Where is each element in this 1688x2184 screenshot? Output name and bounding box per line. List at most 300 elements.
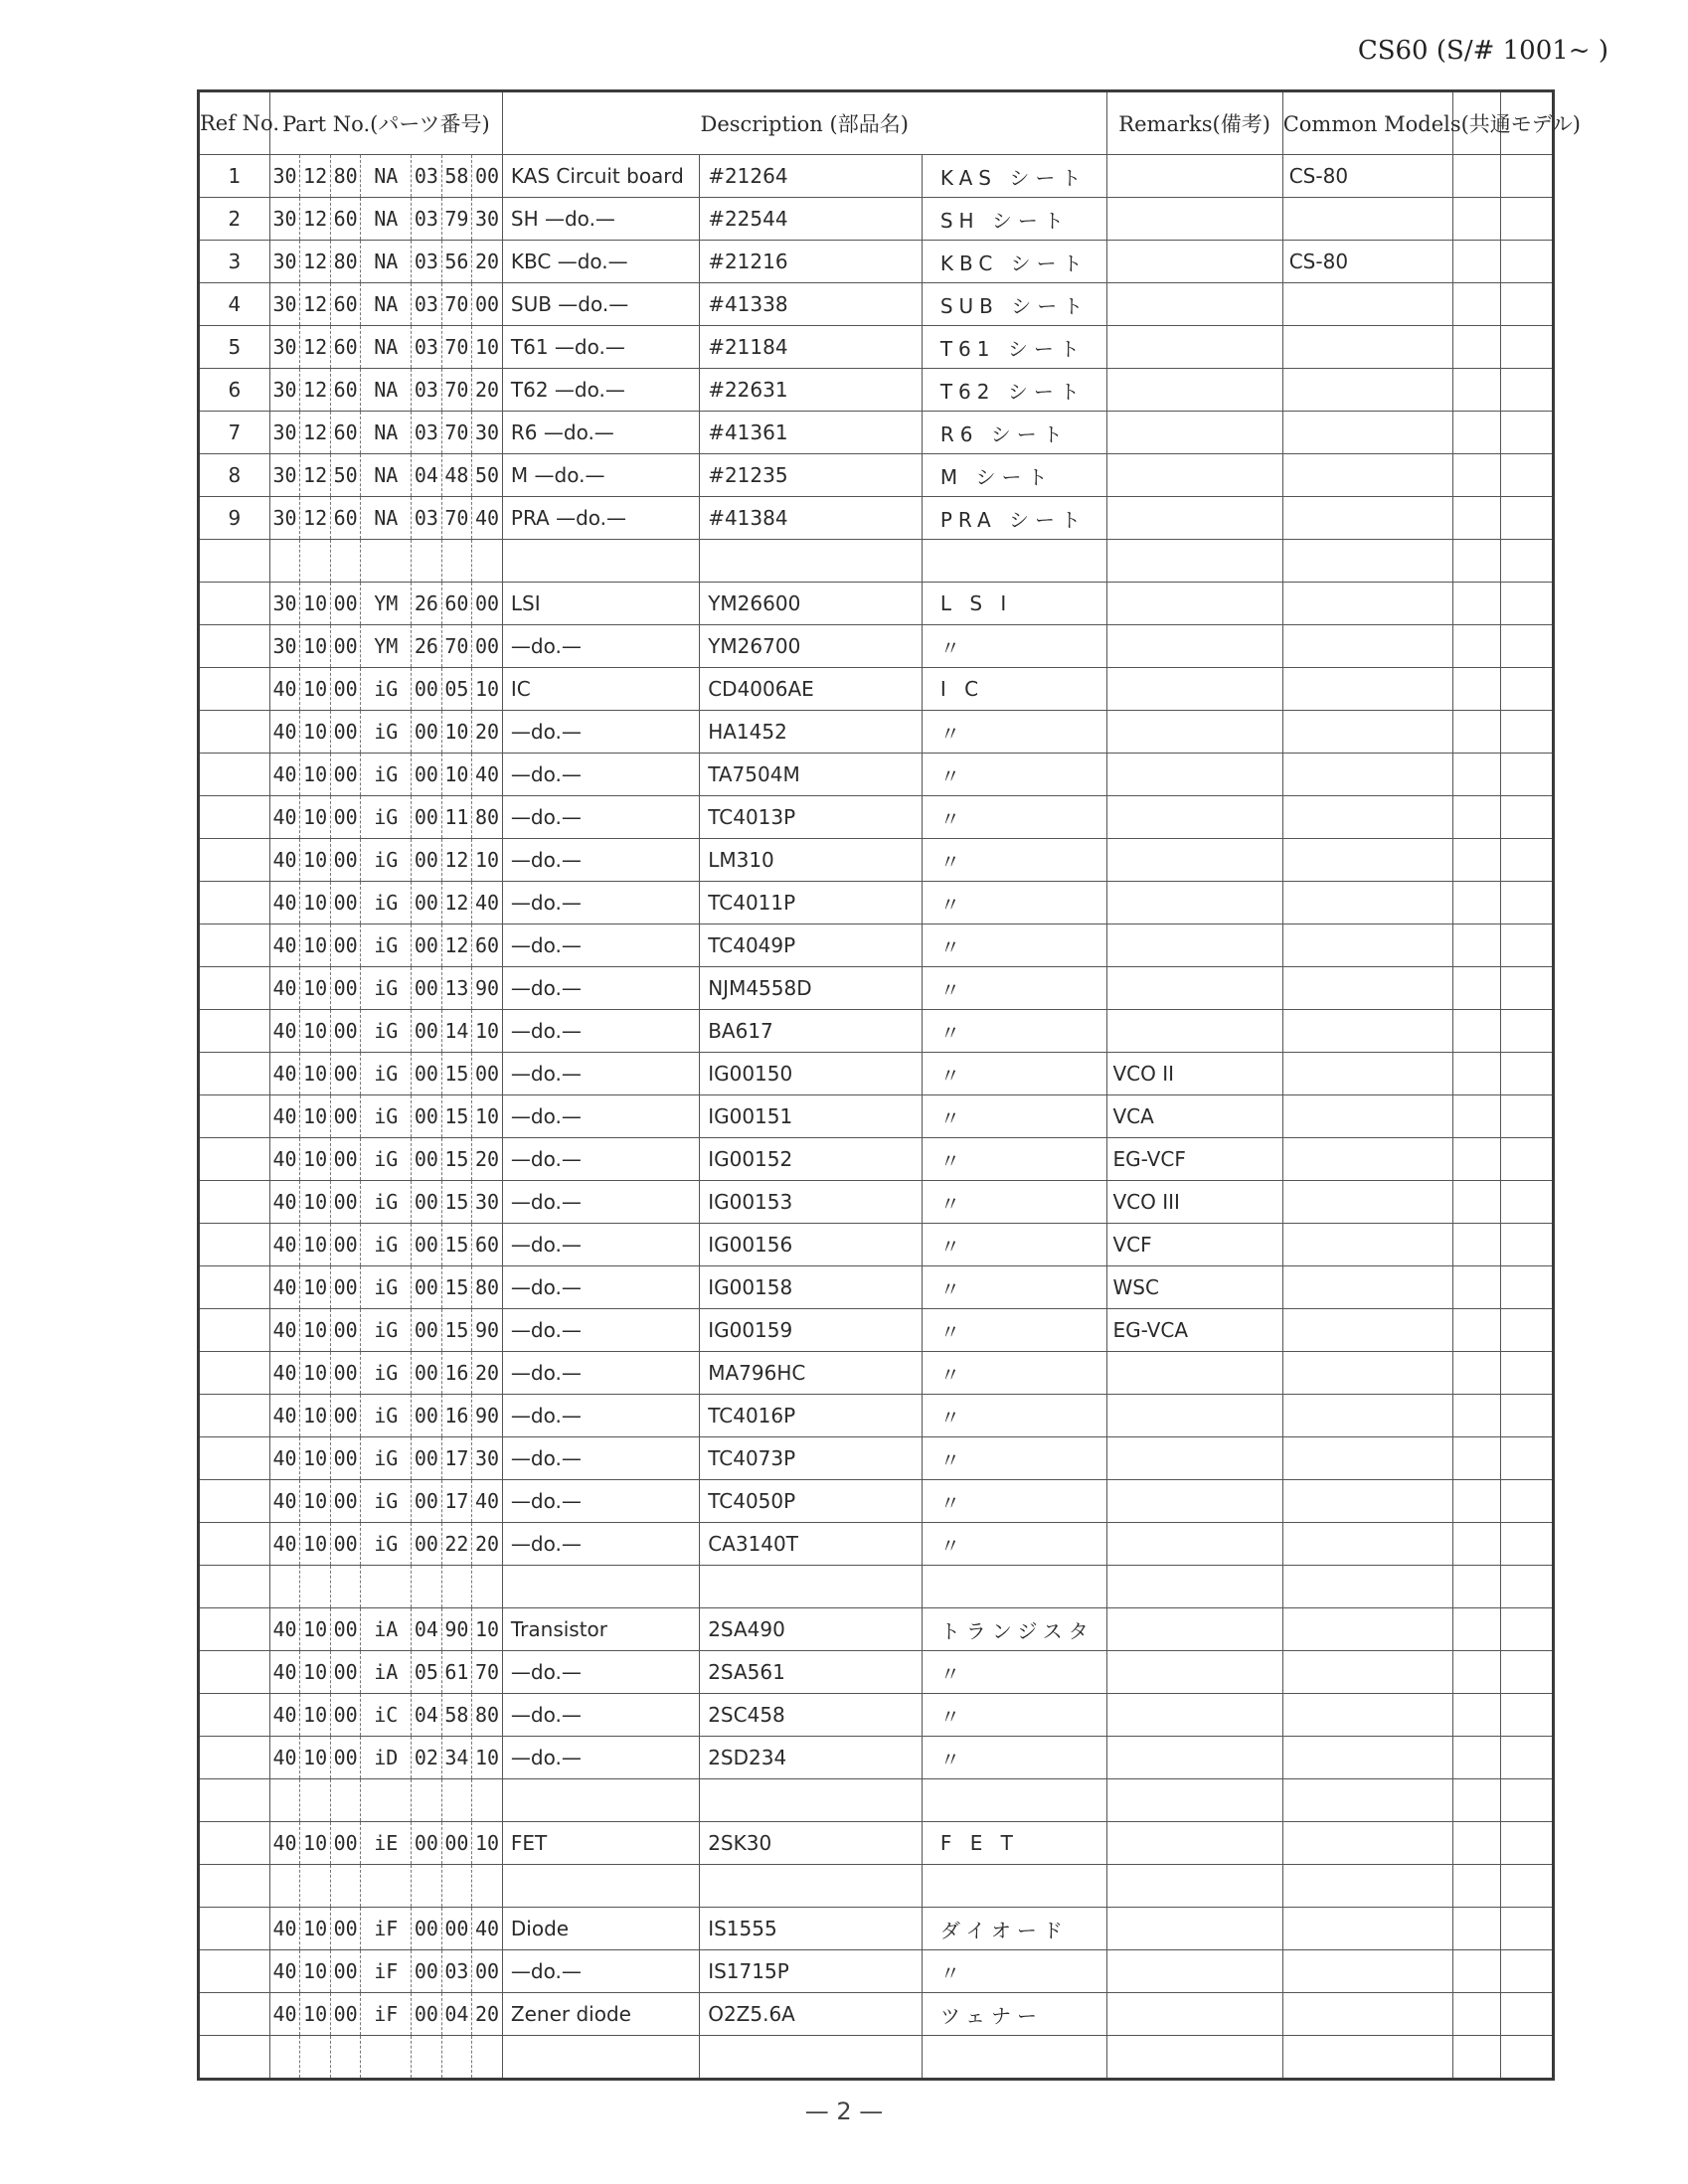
part-no-segment: 00	[330, 754, 361, 796]
description-code-cell: TC4016P	[700, 1395, 923, 1437]
blank-cell	[1501, 796, 1554, 839]
common-models-cell	[1282, 2036, 1452, 2080]
ref-no-cell	[199, 839, 270, 882]
part-no-segment: 40	[269, 1266, 300, 1309]
ref-no-cell	[199, 924, 270, 967]
description-code-cell: TC4050P	[700, 1480, 923, 1523]
description-name-cell: Transistor	[502, 1608, 699, 1651]
part-no-segment: 00	[330, 1095, 361, 1138]
part-no-segment: 10	[472, 1010, 503, 1053]
part-no-segment: 79	[441, 198, 472, 241]
part-no-segment: iG	[361, 1181, 412, 1224]
part-no-segment: 00	[330, 882, 361, 924]
blank-cell	[1452, 1822, 1501, 1865]
remarks-cell	[1106, 1865, 1282, 1908]
part-no-segment: 00	[412, 1523, 442, 1566]
part-no-segment: 10	[300, 583, 331, 625]
common-models-cell	[1282, 1010, 1452, 1053]
remarks-cell	[1106, 583, 1282, 625]
part-no-segment: 00	[330, 1651, 361, 1694]
part-no-segment: 10	[300, 1908, 331, 1950]
description-name-cell: —do.—	[502, 1437, 699, 1480]
blank-cell	[1501, 1523, 1554, 1566]
part-no-segment	[441, 540, 472, 583]
remarks-cell	[1106, 668, 1282, 711]
part-no-segment: 30	[269, 241, 300, 283]
remarks-cell: WSC	[1106, 1266, 1282, 1309]
part-no-segment: iG	[361, 967, 412, 1010]
common-models-cell	[1282, 1437, 1452, 1480]
part-no-segment: iG	[361, 839, 412, 882]
part-no-segment: 40	[269, 1138, 300, 1181]
blank-cell	[1452, 711, 1501, 754]
part-no-segment: 10	[300, 1352, 331, 1395]
common-models-cell	[1282, 1993, 1452, 2036]
part-no-segment: 10	[300, 1309, 331, 1352]
common-models-cell	[1282, 540, 1452, 583]
part-no-segment: 10	[300, 1138, 331, 1181]
page-number: — 2 —	[804, 2098, 884, 2125]
common-models-cell	[1282, 283, 1452, 326]
part-no-segment: 00	[330, 625, 361, 668]
remarks-cell	[1106, 1822, 1282, 1865]
part-no-segment: 40	[269, 967, 300, 1010]
part-no-segment: 30	[269, 155, 300, 198]
part-no-segment	[441, 1779, 472, 1822]
table-row	[199, 796, 1554, 839]
part-no-segment: NA	[361, 326, 412, 369]
part-no-segment: 40	[269, 1181, 300, 1224]
part-no-segment	[269, 2036, 300, 2080]
common-models-cell	[1282, 668, 1452, 711]
description-japanese-cell: R6 シート	[922, 412, 1106, 454]
blank-cell	[1452, 1566, 1501, 1608]
blank-cell	[1452, 1993, 1501, 2036]
part-no-segment: 60	[472, 924, 503, 967]
description-name-cell: —do.—	[502, 625, 699, 668]
blank-cell	[1452, 1395, 1501, 1437]
blank-cell	[1452, 1651, 1501, 1694]
part-no-segment: 00	[412, 1224, 442, 1266]
description-name-cell: —do.—	[502, 1053, 699, 1095]
table-row	[199, 497, 1554, 540]
common-models-cell	[1282, 882, 1452, 924]
blank-cell	[1501, 412, 1554, 454]
part-no-segment: 00	[412, 1950, 442, 1993]
remarks-cell	[1106, 540, 1282, 583]
part-no-segment: 03	[412, 155, 442, 198]
ref-no-cell	[199, 1010, 270, 1053]
description-name-cell: T62 —do.—	[502, 369, 699, 412]
blank-cell	[1501, 967, 1554, 1010]
part-no-segment: 00	[330, 1908, 361, 1950]
description-japanese-cell: 〃	[922, 1095, 1106, 1138]
part-no-segment: 00	[412, 754, 442, 796]
blank-cell	[1501, 1437, 1554, 1480]
part-no-segment: 40	[269, 1950, 300, 1993]
part-no-segment: 00	[472, 1950, 503, 1993]
remarks-cell	[1106, 839, 1282, 882]
ref-no-cell	[199, 2036, 270, 2080]
part-no-segment	[269, 540, 300, 583]
ref-no-cell	[199, 1608, 270, 1651]
description-code-cell: IS1555	[700, 1908, 923, 1950]
part-no-segment: 10	[472, 326, 503, 369]
description-code-cell: TC4049P	[700, 924, 923, 967]
part-no-segment: iG	[361, 1309, 412, 1352]
description-name-cell: —do.—	[502, 967, 699, 1010]
table-row	[199, 924, 1554, 967]
part-no-segment	[412, 1865, 442, 1908]
part-no-segment: 20	[472, 241, 503, 283]
part-no-segment: 26	[412, 583, 442, 625]
part-no-segment: 12	[441, 839, 472, 882]
part-no-segment: iG	[361, 924, 412, 967]
blank-cell	[1452, 1608, 1501, 1651]
part-no-segment: 40	[269, 711, 300, 754]
ref-no-cell	[199, 1865, 270, 1908]
common-models-cell	[1282, 1395, 1452, 1437]
blank-cell	[1452, 1053, 1501, 1095]
common-models-cell	[1282, 583, 1452, 625]
blank-cell	[1501, 1608, 1554, 1651]
part-no-segment: 00	[330, 1437, 361, 1480]
description-name-cell: —do.—	[502, 1095, 699, 1138]
ref-no-cell	[199, 1395, 270, 1437]
ref-no-cell	[199, 796, 270, 839]
remarks-cell: VCA	[1106, 1095, 1282, 1138]
part-no-segment: 10	[300, 1224, 331, 1266]
part-no-segment: 00	[330, 711, 361, 754]
description-name-cell: —do.—	[502, 711, 699, 754]
part-no-segment: 30	[269, 198, 300, 241]
part-no-segment: 10	[472, 1608, 503, 1651]
part-no-segment: 10	[472, 1737, 503, 1779]
part-no-segment: 02	[412, 1737, 442, 1779]
description-japanese-cell: 〃	[922, 1138, 1106, 1181]
part-no-segment: 17	[441, 1480, 472, 1523]
description-code-cell: 2SA490	[700, 1608, 923, 1651]
blank-cell	[1452, 1865, 1501, 1908]
description-code-cell	[700, 1566, 923, 1608]
remarks-cell	[1106, 1779, 1282, 1822]
common-models-cell	[1282, 369, 1452, 412]
table-row	[199, 583, 1554, 625]
part-no-segment: 30	[269, 497, 300, 540]
common-models-cell	[1282, 711, 1452, 754]
remarks-cell	[1106, 1523, 1282, 1566]
description-name-cell: —do.—	[502, 1266, 699, 1309]
part-no-segment: iE	[361, 1822, 412, 1865]
part-no-segment: 10	[300, 1822, 331, 1865]
remarks-cell	[1106, 711, 1282, 754]
table-row	[199, 2036, 1554, 2080]
remarks-cell	[1106, 1437, 1282, 1480]
part-no-segment: 40	[269, 668, 300, 711]
blank-cell	[1452, 1224, 1501, 1266]
ref-no-cell: 4	[199, 283, 270, 326]
description-code-cell: #41338	[700, 283, 923, 326]
description-japanese-cell	[922, 1779, 1106, 1822]
description-name-cell: FET	[502, 1822, 699, 1865]
blank-cell	[1452, 583, 1501, 625]
remarks-cell	[1106, 1608, 1282, 1651]
blank-cell	[1501, 1181, 1554, 1224]
part-no-segment: NA	[361, 198, 412, 241]
table-row	[199, 1010, 1554, 1053]
description-name-cell: —do.—	[502, 1737, 699, 1779]
part-no-segment: 80	[330, 155, 361, 198]
blank-cell	[1452, 1309, 1501, 1352]
part-no-segment: 00	[330, 668, 361, 711]
description-code-cell: YM26700	[700, 625, 923, 668]
part-no-segment: 12	[300, 412, 331, 454]
part-no-segment: 00	[330, 1352, 361, 1395]
ref-no-cell	[199, 1095, 270, 1138]
ref-no-cell	[199, 1138, 270, 1181]
table-row	[199, 412, 1554, 454]
description-name-cell: IC	[502, 668, 699, 711]
part-no-segment: iG	[361, 1266, 412, 1309]
part-no-segment: 70	[472, 1651, 503, 1694]
remarks-cell	[1106, 1566, 1282, 1608]
description-name-cell: —do.—	[502, 1010, 699, 1053]
part-no-segment: 40	[472, 1908, 503, 1950]
description-code-cell: IG00152	[700, 1138, 923, 1181]
part-no-segment: 40	[269, 1694, 300, 1737]
part-no-segment: 10	[472, 668, 503, 711]
table-row	[199, 326, 1554, 369]
table-row	[199, 1822, 1554, 1865]
part-no-segment: 30	[269, 283, 300, 326]
blank-cell	[1452, 924, 1501, 967]
part-no-segment: 10	[300, 1095, 331, 1138]
table-row	[199, 1224, 1554, 1266]
part-no-segment	[441, 2036, 472, 2080]
description-code-cell: #41361	[700, 412, 923, 454]
remarks-cell	[1106, 1950, 1282, 1993]
blank-cell	[1501, 711, 1554, 754]
part-no-segment: 00	[472, 155, 503, 198]
description-japanese-cell: ダイオード	[922, 1908, 1106, 1950]
blank-cell	[1501, 1266, 1554, 1309]
common-models-cell	[1282, 1309, 1452, 1352]
description-code-cell: 2SK30	[700, 1822, 923, 1865]
part-no-segment: 10	[300, 796, 331, 839]
blank-cell	[1452, 540, 1501, 583]
part-no-segment: 90	[472, 1395, 503, 1437]
part-no-segment: 40	[472, 882, 503, 924]
part-no-segment	[361, 540, 412, 583]
table-row	[199, 454, 1554, 497]
remarks-cell	[1106, 796, 1282, 839]
blank-cell	[1501, 1309, 1554, 1352]
description-code-cell	[700, 1779, 923, 1822]
table-row	[199, 668, 1554, 711]
part-no-segment: iG	[361, 1437, 412, 1480]
part-no-segment: 00	[412, 1053, 442, 1095]
part-no-segment: 00	[330, 1181, 361, 1224]
part-no-segment: 15	[441, 1053, 472, 1095]
description-japanese-cell: 〃	[922, 882, 1106, 924]
table-row	[199, 1694, 1554, 1737]
part-no-segment: 00	[412, 882, 442, 924]
blank-cell	[1452, 1352, 1501, 1395]
part-no-segment: 10	[472, 1822, 503, 1865]
description-name-cell: R6 —do.—	[502, 412, 699, 454]
blank-cell	[1501, 924, 1554, 967]
description-japanese-cell: 〃	[922, 796, 1106, 839]
part-no-segment	[300, 1779, 331, 1822]
part-no-segment: 40	[269, 1352, 300, 1395]
common-models-cell	[1282, 1908, 1452, 1950]
common-models-cell	[1282, 1138, 1452, 1181]
blank-cell	[1501, 1822, 1554, 1865]
table-row	[199, 754, 1554, 796]
part-no-segment: iF	[361, 1908, 412, 1950]
remarks-cell: VCF	[1106, 1224, 1282, 1266]
part-no-segment: 03	[412, 497, 442, 540]
ref-no-cell	[199, 967, 270, 1010]
part-no-segment: 00	[412, 796, 442, 839]
ref-no-cell	[199, 1908, 270, 1950]
blank-cell	[1501, 1950, 1554, 1993]
part-no-segment: 20	[472, 1138, 503, 1181]
part-no-segment: 05	[441, 668, 472, 711]
remarks-cell: EG-VCA	[1106, 1309, 1282, 1352]
description-name-cell: —do.—	[502, 754, 699, 796]
part-no-segment: 00	[330, 1266, 361, 1309]
description-code-cell: IG00156	[700, 1224, 923, 1266]
ref-no-cell	[199, 1950, 270, 1993]
part-no-segment: iG	[361, 1480, 412, 1523]
part-no-segment: 04	[441, 1993, 472, 2036]
description-japanese-cell	[922, 540, 1106, 583]
parts-rows	[199, 155, 1554, 2080]
blank-cell	[1501, 1737, 1554, 1779]
description-name-cell: —do.—	[502, 1181, 699, 1224]
description-code-cell: CA3140T	[700, 1523, 923, 1566]
description-name-cell: SUB —do.—	[502, 283, 699, 326]
part-no-segment: 10	[300, 967, 331, 1010]
part-no-segment: 00	[441, 1822, 472, 1865]
part-no-segment	[330, 1779, 361, 1822]
description-japanese-cell: SH シート	[922, 198, 1106, 241]
table-row	[199, 1950, 1554, 1993]
table-row	[199, 1651, 1554, 1694]
part-no-segment: 58	[441, 1694, 472, 1737]
part-no-segment: 00	[330, 1480, 361, 1523]
part-no-segment: 00	[472, 625, 503, 668]
description-name-cell: SH —do.—	[502, 198, 699, 241]
part-no-segment: 11	[441, 796, 472, 839]
description-japanese-cell: SUB シート	[922, 283, 1106, 326]
blank-cell	[1501, 540, 1554, 583]
ref-no-cell: 3	[199, 241, 270, 283]
part-no-segment: 48	[441, 454, 472, 497]
common-models-cell	[1282, 1224, 1452, 1266]
table-row	[199, 540, 1554, 583]
part-no-segment: 20	[472, 1523, 503, 1566]
part-no-segment: 00	[330, 839, 361, 882]
part-no-segment: 00	[412, 1908, 442, 1950]
part-no-segment: YM	[361, 625, 412, 668]
description-name-cell: —do.—	[502, 1138, 699, 1181]
common-models-cell	[1282, 625, 1452, 668]
blank-cell	[1501, 1480, 1554, 1523]
part-no-segment: 40	[269, 1651, 300, 1694]
common-models-cell	[1282, 1566, 1452, 1608]
part-no-segment: 00	[412, 1138, 442, 1181]
remarks-cell	[1106, 1737, 1282, 1779]
table-row	[199, 198, 1554, 241]
part-no-segment	[330, 1865, 361, 1908]
part-no-segment: 30	[472, 1437, 503, 1480]
part-no-segment: iG	[361, 668, 412, 711]
ref-no-cell	[199, 668, 270, 711]
blank-cell	[1501, 497, 1554, 540]
part-no-segment: 10	[300, 711, 331, 754]
ref-no-cell: 5	[199, 326, 270, 369]
blank-cell	[1501, 155, 1554, 198]
ref-no-cell	[199, 1523, 270, 1566]
part-no-segment: 00	[330, 967, 361, 1010]
part-no-segment: 00	[412, 1352, 442, 1395]
common-models-cell	[1282, 1523, 1452, 1566]
ref-no-cell	[199, 1266, 270, 1309]
part-no-segment: 40	[269, 839, 300, 882]
blank-cell	[1501, 625, 1554, 668]
common-models-cell	[1282, 1651, 1452, 1694]
description-japanese-cell: M シート	[922, 454, 1106, 497]
part-no-segment: 00	[441, 1908, 472, 1950]
part-no-segment: 10	[472, 1095, 503, 1138]
part-no-segment: 12	[300, 497, 331, 540]
description-name-cell: —do.—	[502, 1352, 699, 1395]
description-name-cell: Diode	[502, 1908, 699, 1950]
part-no-segment: NA	[361, 283, 412, 326]
ref-no-cell: 2	[199, 198, 270, 241]
ref-no-cell	[199, 583, 270, 625]
part-no-segment: 40	[472, 754, 503, 796]
part-no-segment: 10	[300, 924, 331, 967]
part-no-segment: 00	[330, 1993, 361, 2036]
remarks-cell	[1106, 754, 1282, 796]
part-no-segment	[472, 1779, 503, 1822]
blank-cell	[1452, 497, 1501, 540]
remarks-cell	[1106, 198, 1282, 241]
ref-no-cell	[199, 1737, 270, 1779]
part-no-segment	[472, 1566, 503, 1608]
part-no-segment: 17	[441, 1437, 472, 1480]
description-name-cell: —do.—	[502, 1950, 699, 1993]
remarks-cell	[1106, 2036, 1282, 2080]
ref-no-cell	[199, 882, 270, 924]
part-no-segment: 30	[269, 412, 300, 454]
ref-no-cell	[199, 1651, 270, 1694]
part-no-segment: 13	[441, 967, 472, 1010]
part-no-segment: 00	[412, 839, 442, 882]
blank-cell	[1501, 1865, 1554, 1908]
blank-cell	[1501, 454, 1554, 497]
part-no-segment: 03	[412, 283, 442, 326]
part-no-segment: 22	[441, 1523, 472, 1566]
description-name-cell: LSI	[502, 583, 699, 625]
table-row	[199, 839, 1554, 882]
remarks-cell	[1106, 625, 1282, 668]
remarks-cell	[1106, 454, 1282, 497]
part-no-segment: 00	[412, 967, 442, 1010]
